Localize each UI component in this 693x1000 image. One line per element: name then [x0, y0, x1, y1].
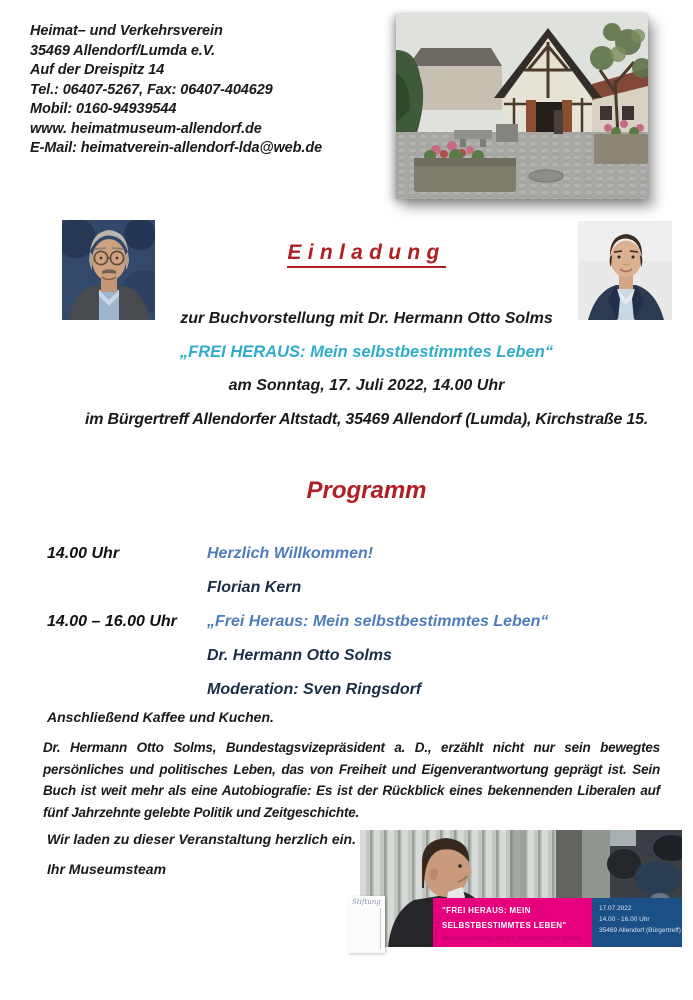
stiftung-logo-strip — [349, 896, 385, 953]
club-phone-fax: Tel.: 06407-5267, Fax: 06407-404629 — [30, 81, 273, 98]
poster-title-line2: SELBSTBESTIMMTES LEBEN" — [442, 921, 567, 930]
portrait-moderator — [578, 221, 672, 320]
schedule-row — [47, 577, 657, 598]
older-man-portrait-illustration — [62, 220, 155, 320]
club-email: E-Mail: heimatverein-allendorf-lda@web.de — [30, 140, 323, 156]
museum-courtyard-photo — [396, 14, 648, 199]
courtyard-illustration — [396, 14, 648, 199]
club-website: www. heimatmuseum-allendorf.de — [30, 120, 262, 137]
club-street: Auf der Dreispitz 14 — [30, 62, 165, 78]
poster-info-box — [592, 898, 682, 947]
schedule-time: 14.00 Uhr — [47, 545, 120, 562]
note-coffee: Anschließend Kaffee und Kuchen. — [47, 709, 274, 725]
schedule-row — [47, 679, 657, 700]
schedule-time: 14.00 – 16.00 Uhr — [47, 613, 177, 630]
program-title-row — [40, 477, 693, 505]
schedule-row — [47, 543, 657, 564]
stiftung-label: Stiftung — [352, 898, 381, 906]
club-name: Heimat– und Verkehrsverein — [30, 23, 223, 39]
schedule-row — [47, 611, 657, 632]
strip-divider — [380, 908, 381, 949]
schedule-text: Florian Kern — [207, 579, 302, 596]
poster-subtitle: Buchvorstellung mit Dr. Hermann Otto Solms — [442, 935, 582, 942]
schedule-time — [47, 645, 207, 666]
club-city: 35469 Allendorf/Lumda e.V. — [30, 42, 215, 59]
schedule-time — [47, 679, 207, 700]
contact-block — [30, 22, 322, 159]
schedule-text: „Frei Heraus: Mein selbstbestimmtes Leben“ — [207, 613, 549, 630]
poster-title-line1: "FREI HERAUS: MEIN — [442, 906, 531, 915]
book-event-poster — [349, 830, 685, 960]
closing-invite: Wir laden zu dieser Veranstaltung herzlich ein. — [47, 831, 356, 847]
program-title: Programm — [306, 477, 427, 504]
line-book-title: „FREI HERAUS: Mein selbstbestimmtes Leben“ — [179, 343, 554, 361]
schedule-row — [47, 645, 657, 666]
schedule-text: Dr. Hermann Otto Solms — [207, 647, 392, 664]
schedule-time — [47, 577, 207, 598]
closing-team: Ihr Museumsteam — [47, 861, 167, 877]
young-man-portrait-illustration — [578, 221, 672, 320]
line-date: am Sonntag, 17. Juli 2022, 14.00 Uhr — [228, 377, 505, 394]
program-schedule — [47, 543, 657, 713]
portrait-hermann-otto-solms — [62, 220, 155, 320]
poster-date: 17.07.2022 — [599, 905, 632, 912]
poster-time: 14.00 - 16.00 Uhr — [599, 916, 650, 923]
schedule-text: Moderation: Sven Ringsdorf — [207, 681, 422, 698]
poster-location: 35469 Allendorf (Bürgertreff) — [599, 927, 681, 934]
line-buchvorstellung: zur Buchvorstellung mit Dr. Hermann Otto Solms — [180, 310, 553, 327]
invitation-title: Einladung — [287, 241, 445, 268]
description-paragraph: Dr. Hermann Otto Solms, Bundestagsvizepräsident a. D., erzählt nicht nur sein bewegtes persönliches und politisches Leben, das von Freiheit und Eigenverantwortung geprägt ist. Sein Buch ist weit mehr als eine Autobiografie: Es ist der Rückblick eines bekennenden Liberalen auf fünf Jahrzehnte gelebte Politik und Zeitgeschichte. — [43, 740, 660, 820]
schedule-text: Herzlich Willkommen! — [207, 545, 374, 562]
poster-title-box — [433, 898, 592, 947]
line-location: im Bürgertreff Allendorfer Altstadt, 35469 Allendorf (Lumda), Kirchstraße 15. — [84, 411, 649, 428]
club-mobile: Mobil: 0160-94939544 — [30, 101, 177, 117]
